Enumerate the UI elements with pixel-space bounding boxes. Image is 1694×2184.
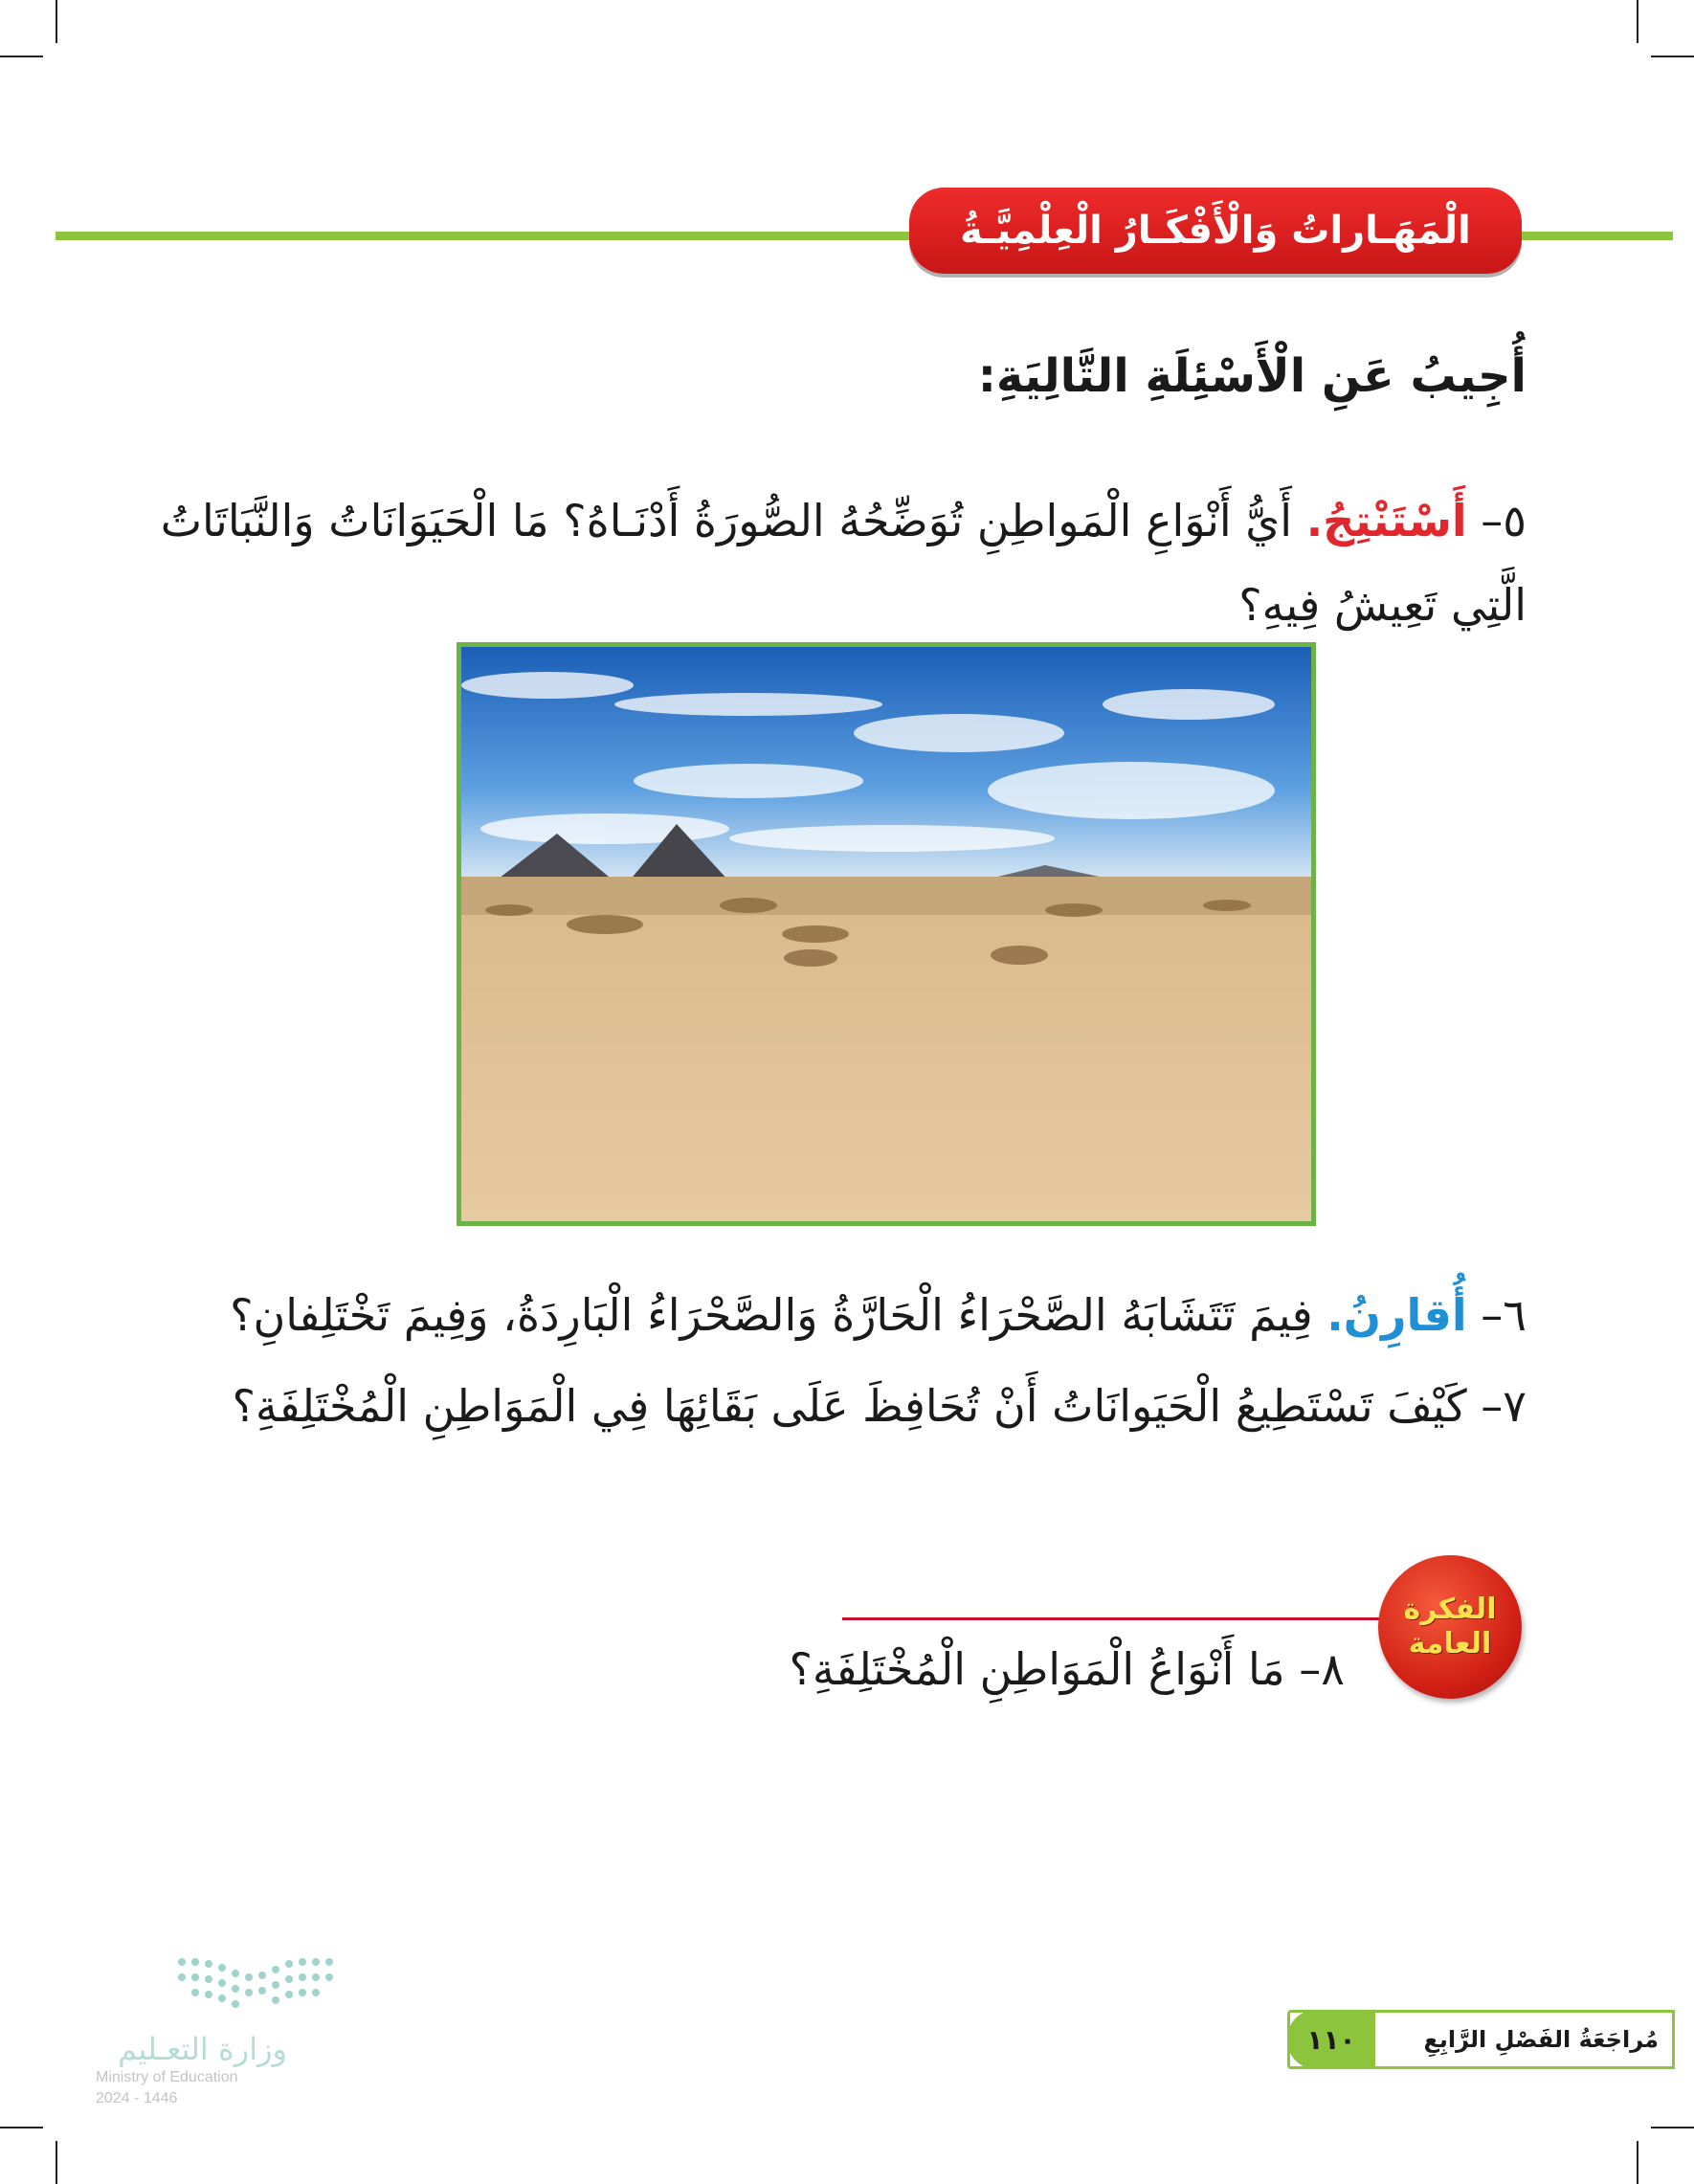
desert-photo <box>457 642 1316 1226</box>
banner-title: الْمَهَـاراتُ وَالْأَفْكَـارُ الْعِلْمِيَّـةُ <box>960 209 1471 253</box>
crop-mark <box>56 2141 57 2184</box>
logo-dots-icon <box>172 1952 345 2019</box>
big-idea-rule <box>842 1617 1388 1620</box>
page-number: ١١٠ <box>1287 2010 1375 2069</box>
question-5 <box>91 479 1527 647</box>
question-number: ٨– <box>1299 1643 1345 1695</box>
big-idea-line2: العامة <box>1408 1627 1492 1660</box>
instructions: أُجِيبُ عَنِ الْأَسْئِلَةِ التَّالِيَةِ: <box>977 349 1527 403</box>
question-keyword: أُقارِنُ. <box>1326 1289 1467 1341</box>
question-number: ٦– <box>1481 1289 1527 1341</box>
question-6 <box>91 1273 1527 1357</box>
logo-arabic: وزارة التعـليم <box>118 2031 287 2067</box>
question-number: ٧– <box>1481 1380 1527 1432</box>
question-8 <box>196 1627 1345 1711</box>
crop-mark <box>1637 0 1638 43</box>
crop-mark <box>56 0 57 43</box>
big-idea-badge <box>1378 1555 1522 1699</box>
logo-english: Ministry of Education <box>96 2069 238 2085</box>
question-number: ٥– <box>1481 495 1527 546</box>
big-idea-line1: الفكرة <box>1403 1593 1497 1626</box>
crop-mark <box>1637 2141 1638 2184</box>
crop-mark <box>1651 56 1694 57</box>
crop-mark <box>0 56 43 57</box>
crop-mark <box>0 2127 43 2128</box>
ministry-logo <box>96 1952 354 2125</box>
question-text: كَيْفَ تَسْتَطِيعُ الْحَيَوانَاتُ أَنْ تُحَافِظَ عَلَى بَقَائِهَا فِي الْمَوَاطِنِ الْمُخْتَلِفَةِ؟ <box>232 1380 1467 1432</box>
logo-year: 2024 - 1446 <box>96 2090 178 2106</box>
crop-mark <box>1651 2127 1694 2128</box>
desert-illustration <box>461 647 1311 1221</box>
section-banner <box>909 188 1522 274</box>
question-7 <box>91 1364 1527 1448</box>
footer-chapter-review: مُراجَعَةُ الفَصْلِ الرَّابِعِ <box>1423 2026 1659 2053</box>
question-text: مَا أَنْوَاعُ الْمَوَاطِنِ الْمُخْتَلِفَةِ؟ <box>789 1643 1285 1695</box>
question-text: فِيمَ تَتَشَابَهُ الصَّحْرَاءُ الْحَارَّةُ وَالصَّحْرَاءُ الْبَارِدَةُ، وَفِيمَ تَخْتَلِفانِ؟ <box>230 1289 1313 1341</box>
question-text: أَيُّ أَنْوَاعِ الْمَواطِنِ تُوَضِّحُهُ الصُّورَةُ أَدْنَـاهُ؟ مَا الْحَيَوَانَاتُ وَالنَّبَاتَاتُ الَّتِي تَعِيشُ فِيهِ؟ <box>160 495 1527 631</box>
question-keyword: أَسْتَنْتِجُ. <box>1305 495 1467 546</box>
